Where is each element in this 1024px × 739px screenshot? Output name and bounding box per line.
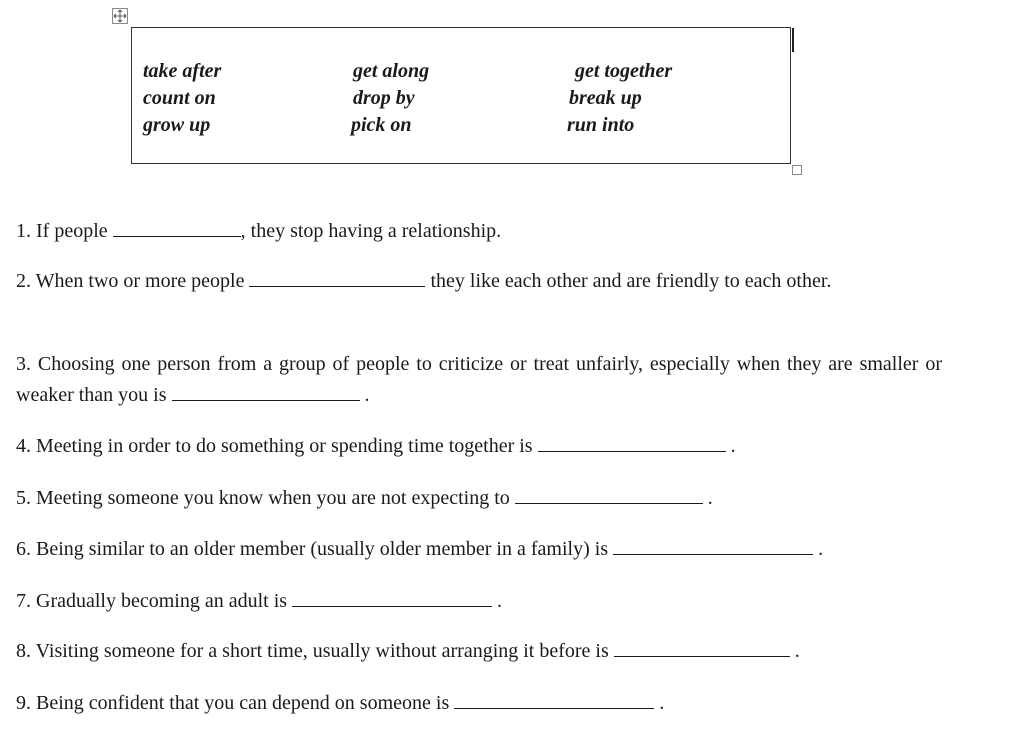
answer-blank-7[interactable] — [292, 588, 492, 607]
word-break-up: break up — [569, 87, 642, 109]
word-take-after: take after — [143, 60, 222, 82]
answer-blank-6[interactable] — [613, 536, 813, 555]
question-4: 4. Meeting in order to do something or spending time together is . — [16, 435, 736, 457]
word-grow-up: grow up — [143, 114, 211, 136]
question-5: 5. Meeting someone you know when you are not expecting to . — [16, 487, 713, 509]
word-get-together: get together — [575, 60, 673, 82]
word-get-along: get along — [353, 60, 430, 82]
question-3: 3. Choosing one person from a group of people to criticize or treat unfairly, especially when they are smaller or weaker than you is . — [16, 353, 942, 406]
answer-blank-9[interactable] — [454, 690, 654, 709]
answer-blank-1[interactable] — [113, 218, 241, 237]
question-6: 6. Being similar to an older member (usually older member in a family) is . — [16, 538, 824, 560]
word-run-into: run into — [567, 114, 635, 136]
move-icon — [113, 9, 127, 23]
answer-blank-4[interactable] — [538, 433, 726, 452]
table-move-handle[interactable] — [112, 8, 128, 24]
word-bank-box[interactable] — [131, 27, 791, 164]
question-7: 7. Gradually becoming an adult is . — [16, 590, 503, 612]
word-drop-by: drop by — [353, 87, 415, 109]
resize-icon[interactable] — [792, 165, 802, 175]
word-pick-on: pick on — [351, 114, 412, 136]
answer-blank-8[interactable] — [614, 638, 790, 657]
answer-blank-3[interactable] — [172, 382, 360, 401]
answer-blank-5[interactable] — [515, 485, 703, 504]
question-1: 1. If people , they stop having a relationship. — [16, 220, 502, 242]
text-cursor — [792, 28, 794, 52]
word-count-on: count on — [143, 87, 216, 109]
question-2: 2. When two or more people they like each other and are friendly to each other. — [16, 270, 832, 292]
question-9: 9. Being confident that you can depend on someone is . — [16, 692, 665, 714]
question-8: 8. Visiting someone for a short time, usually without arranging it before is . — [16, 640, 800, 662]
answer-blank-2[interactable] — [249, 268, 425, 287]
